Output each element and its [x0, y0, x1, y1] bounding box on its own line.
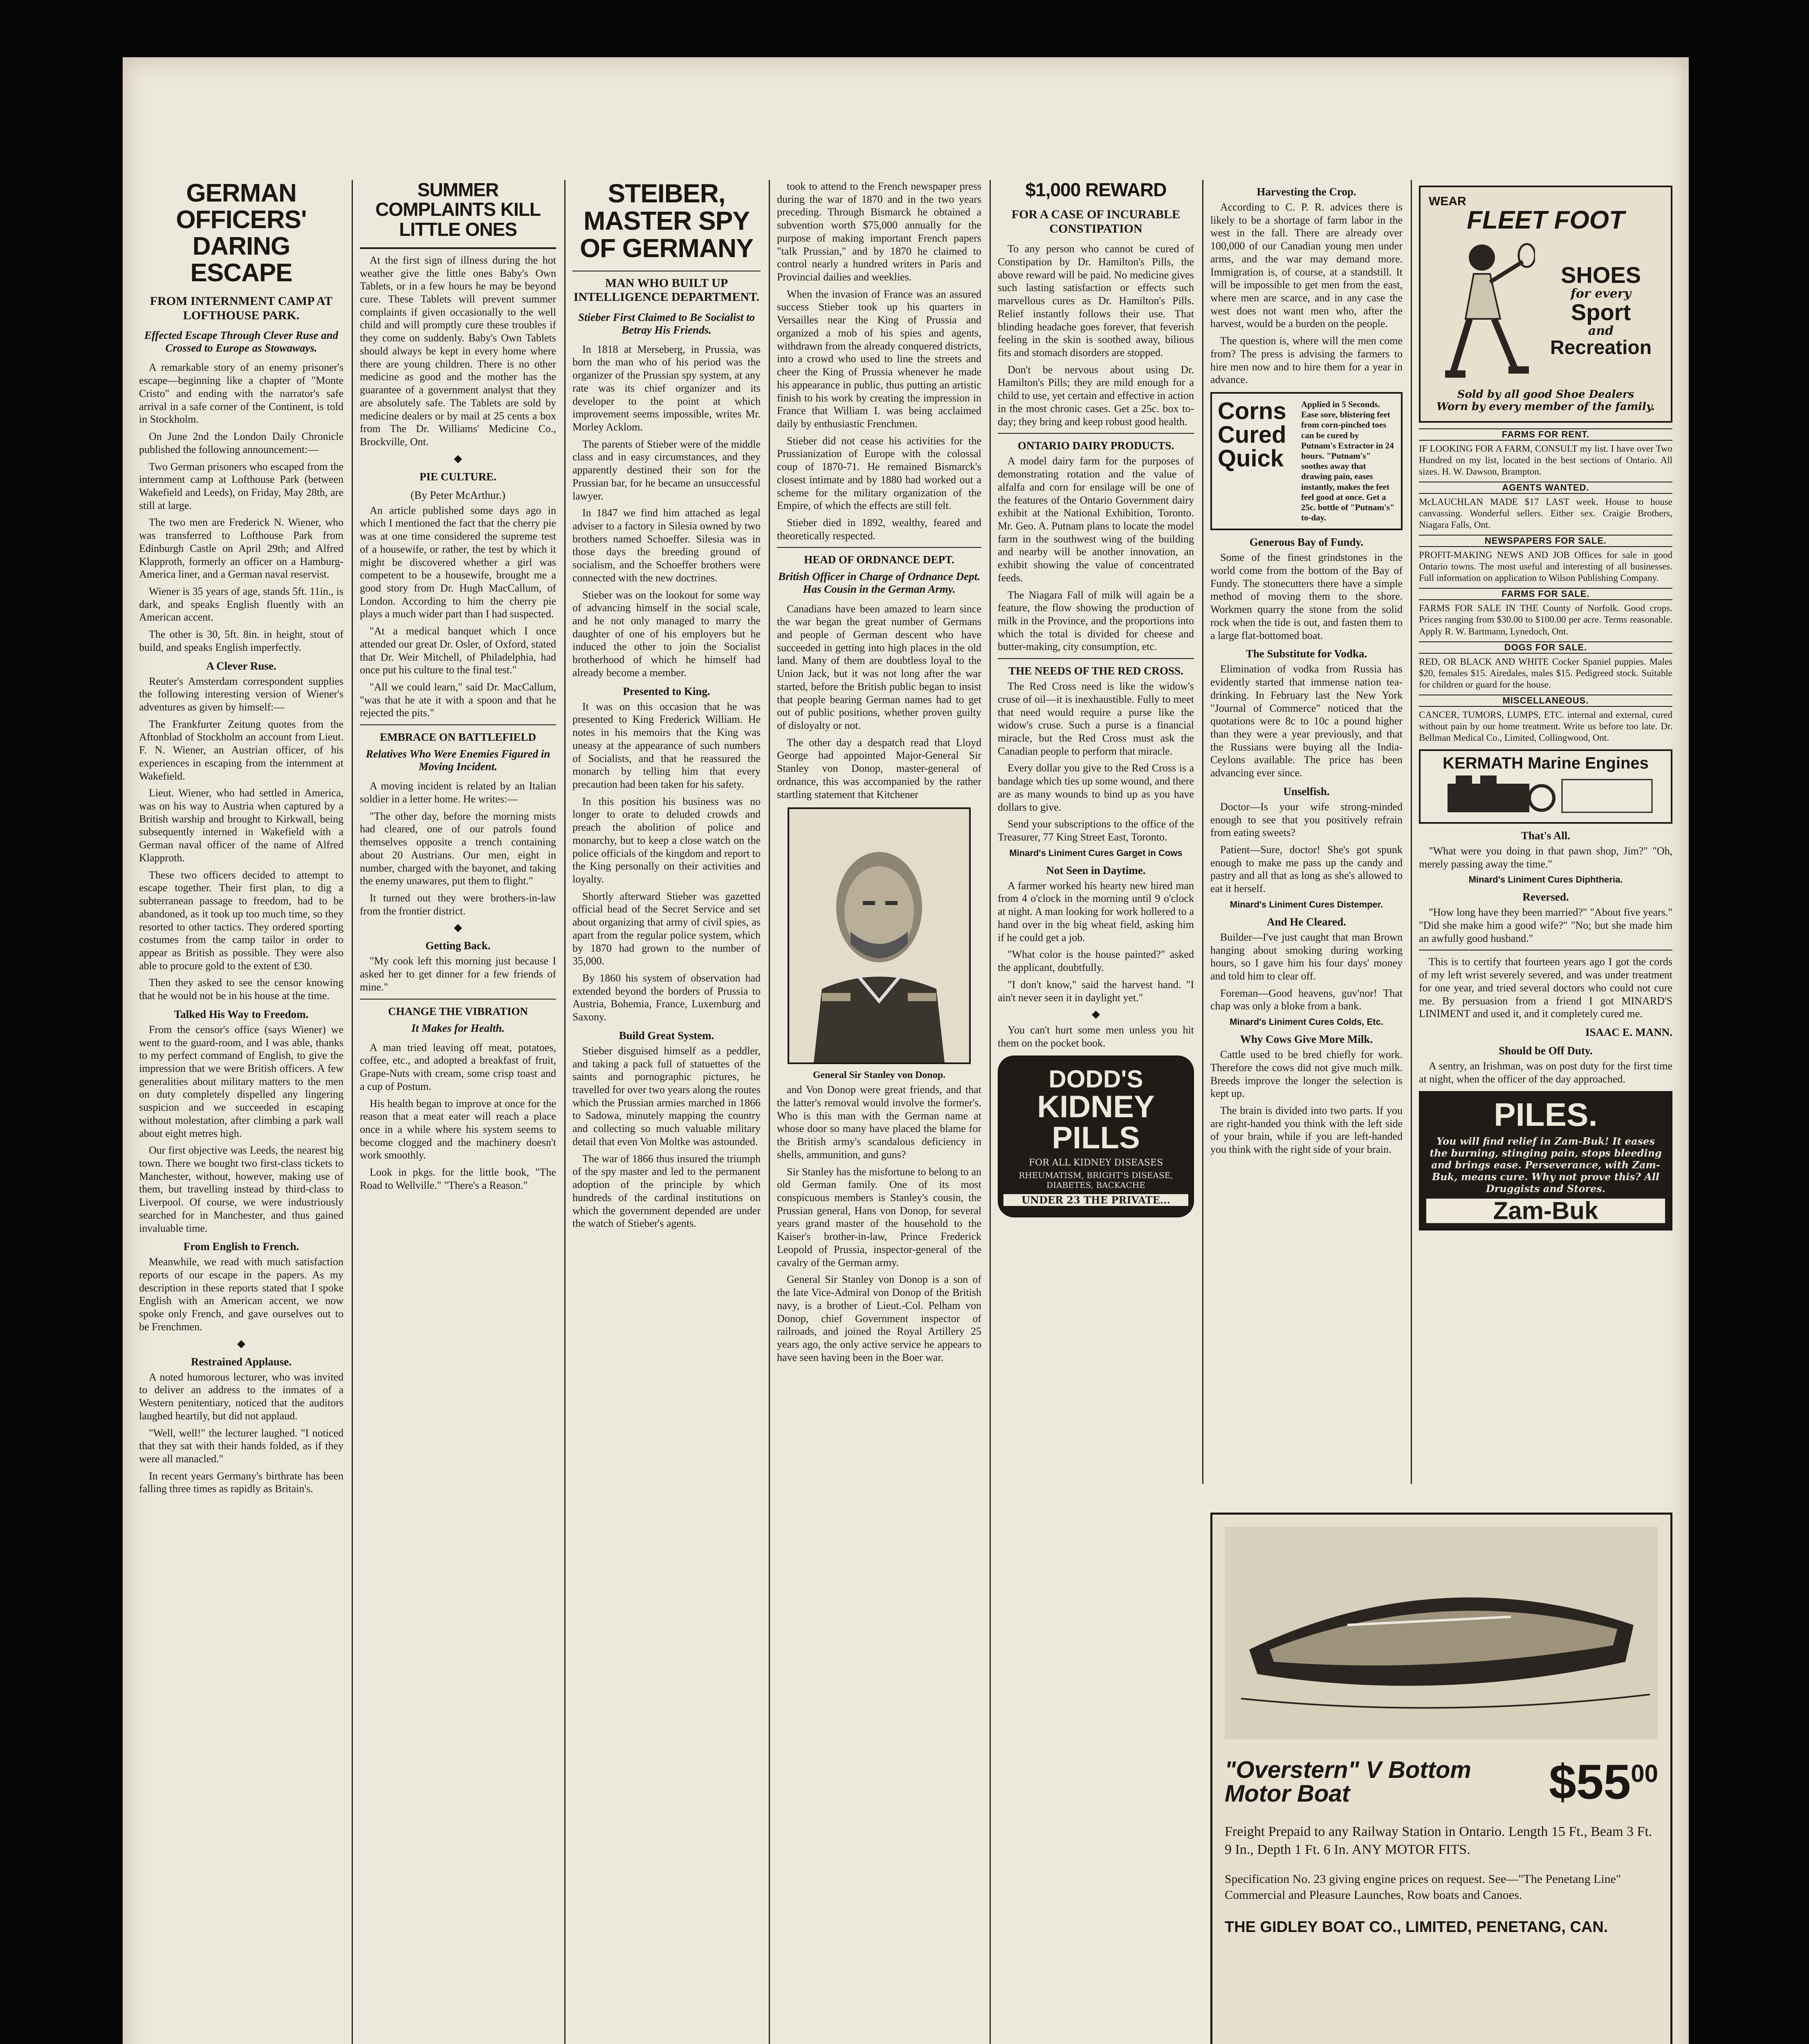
portrait-photo — [788, 807, 971, 1064]
deck: FROM INTERNMENT CAMP AT LOFTHOUSE PARK. — [150, 294, 333, 322]
separator: ◆ — [454, 921, 462, 934]
column-rule — [769, 180, 770, 2044]
column-2 — [360, 180, 556, 2044]
classified-ad: PROFIT-MAKING NEWS AND JOB Offices for sale in good Ontario towns. The most useful and interesting of all businesses. Full information on application to Wilson Publishing Company. — [1419, 550, 1672, 583]
divider — [998, 433, 1194, 434]
column-rule — [352, 180, 353, 2044]
subhead: EMBRACE ON BATTLEFIELD — [379, 731, 536, 744]
divider — [777, 547, 981, 548]
paragraph: An article published some days ago in which I mentioned the fact that the cherry pie was at one time considered the supreme test of a housewife, or rather, the test by which it might be discovered whether a girl was competent to be a housewife, brought me a good story from Dr. Hugh MacCallum, of London. According to him the cherry pie plays a much wider part than I had suspected. — [360, 504, 556, 620]
paragraph: Sir Stanley has the misfortune to belong to an old German family. One of its most conspicuous members is Stanley's cousin, the Prussian general, Hans von Donop, for several years grand master of the household to the Kaiser's brother-in-law, Prince Frederick Leopold of Prussia, inspector-general of the cavalry of the German army. — [777, 1165, 981, 1269]
paragraph: Doctor—Is your wife strong-minded enough to see that you positively refrain from eating sweets? — [1210, 800, 1403, 839]
headline: SUMMER COMPLAINTS KILL LITTLE ONES — [375, 180, 541, 240]
paragraph: "I don't know," said the harvest hand. "I ain't never seen it in daylight yet." — [998, 978, 1194, 1004]
classified-heading: FARMS FOR SALE. — [1419, 588, 1672, 600]
paragraph: When the invasion of France was an assured success Stieber took up his quarters in Versailles near the King of Prussia and organized a mob of his spies and agents, withdrawn from the already conquered districts, into a crowd who used to line the streets and cheer the King of Prussia whenever he made his appearance in public, thus putting an artistic finish to his work by creating the impression in France that William I. was being acclaimed daily by enthusiastic Frenchmen. — [777, 288, 981, 430]
subhead: Harvesting the Crop. — [1257, 186, 1356, 198]
subhead: The Substitute for Vodka. — [1246, 648, 1367, 660]
subhead: Presented to King. — [623, 685, 710, 697]
pill-brand: DODD'S — [1048, 1065, 1143, 1093]
subhead: Build Great System. — [619, 1029, 714, 1042]
paragraph: The two men are Frederick N. Wiener, who was transferred to Lofthouse Park from Edinburgh Castle on April 29th; and Alfred Klapproth, formerly an officer on a Hamburg-America liner, and a German naval reservist. — [139, 516, 343, 580]
subdeck: Effected Escape Through Clever Ruse and Crossed to Europe as Stowaways. — [144, 329, 339, 354]
paragraph: You can't hurt some men unless you hit them on the pocket book. — [998, 1024, 1194, 1049]
subhead: Reversed. — [1522, 891, 1569, 903]
classified-heading: DOGS FOR SALE. — [1419, 641, 1672, 654]
tennis-player-illustration — [1429, 237, 1535, 384]
subhead: ONTARIO DAIRY PRODUCTS. — [1017, 439, 1174, 452]
separator: ◆ — [237, 1337, 245, 1350]
divider — [998, 658, 1194, 659]
paragraph: General Sir Stanley von Donop is a son of the late Vice-Admiral von Donop of the British navy, is a brother of Lieut.-Col. Pelham von Donop, chief Government inspector of railroads, and joined the Royal Artillery 25 years ago, the only active service he appears to have seen having been in the Boer war. — [777, 1273, 981, 1363]
paragraph: Our first objective was Leeds, the nearest big town. There we bought two first-class tickets to Manchester, without, however, making use of them, but travelling instead by third-class to Liverpool. Of course, we were industriously searched for in Manchester, and thus gained invaluable time. — [139, 1144, 343, 1234]
newspaper-page — [123, 57, 1689, 2044]
ff-wear: WEAR — [1429, 195, 1466, 208]
corns-word: Cured — [1218, 421, 1286, 448]
paragraph: In 1818 at Merseberg, in Prussia, was born the man who of his period was the organizer of the Prussian spy system, at any rate was its chief organizer and its developer to the point at which improvement seems impossible, writes Mr. Morley Acklom. — [572, 343, 761, 433]
paragraph: Stieber disguised himself as a peddler, and taking a pack full of statuettes of the saints and pornographic pictures, he travelled for over two years along the routes which the Prussian armies marched in 1866 to Sadowa, minutely mapping the country and collecting so much valuable military detail that even Von Moltke was astounded. — [572, 1044, 761, 1148]
paragraph: Meanwhile, we read with much satisfaction reports of our escape in the papers. As my description in these reports stated that I spoke English with an American accent, we now spoke only French, and gave ourselves out to be Frenchmen. — [139, 1256, 343, 1333]
paragraph: Don't be nervous about using Dr. Hamilton's Pills; they are mild enough for a child to use, yet certain and effective in action in the most chronic cases. Get a 25c. box to-day; they bring and keep robust good health. — [998, 363, 1194, 428]
paragraph: Two German prisoners who escaped from the internment camp at Lofthouse Park (between Wakefield and Leeds), on Friday, May 28th, are still at large. — [139, 460, 343, 511]
subhead: Getting Back. — [425, 939, 491, 952]
signature: ISAAC E. MANN. — [1585, 1026, 1672, 1039]
paragraph: Cattle used to be bred chiefly for work. Therefore the cows did not give much milk. Breeds improve the longer the selection is kept up. — [1210, 1049, 1403, 1100]
column-rule — [1411, 180, 1412, 1484]
column-5 — [998, 180, 1194, 2044]
column-4 — [777, 180, 981, 2044]
boat-company: THE GIDLEY BOAT CO., LIMITED, PENETANG, CAN. — [1225, 1918, 1608, 1936]
divider — [360, 247, 556, 249]
minards-ad: Minard's Liniment Cures Garget in Cows — [1009, 847, 1183, 858]
paragraph: Stieber was on the lookout for some way of advancing himself in the social scale, and he not only managed to marry the daughter of one of his employers but he induced the other to join the Socialist brotherhood of which he himself had already become a member. — [572, 589, 761, 679]
boat-price-cents: 00 — [1631, 1760, 1658, 1787]
minards-ad: Minard's Liniment Cures Colds, Etc. — [1230, 1017, 1383, 1027]
column-3 — [572, 180, 761, 2044]
subhead: CHANGE THE VIBRATION — [388, 1005, 528, 1018]
paragraph: A moving incident is related by an Italian soldier in a letter home. He writes:— — [360, 780, 556, 805]
paragraph: The war of 1866 thus insured the triumph of the spy master and led to the permanent adoption of the principle by which hundreds of the cardinal institutions on which the government depended are under the watch of Stieber's agents. — [572, 1152, 761, 1230]
paragraph: Canadians have been amazed to learn since the war began the great number of Germans and people of German descent who have succeeded in getting into high places in the old land. Many of them are doubtless loyal to the Union Jack, but it was not long after the war started, before the British public began to insist that people bearing German names had to get out of public positions, whether proven guilty of disloyalty or not. — [777, 603, 981, 731]
corns-word: Corns — [1218, 398, 1286, 425]
paragraph: "My cook left this morning just because I asked her to get dinner for a few friends of mine." — [360, 955, 556, 993]
paragraph: Shortly afterward Stieber was gazetted official head of the Secret Service and set about organizing that army of civil spies, as apart from the regular police system, which by 1870 had grown to the number of 35,000. — [572, 890, 761, 967]
paragraph: Builder—I've just caught that man Brown hanging about smoking during working hours, so I gave him his four days' money and told him to clear off. — [1210, 931, 1403, 982]
ff-sold: Sold by all good Shoe Dealers — [1457, 388, 1634, 401]
kermath-engines-ad — [1419, 749, 1672, 824]
paragraph: A remarkable story of an enemy prisoner's escape—beginning like a chapter of "Monte Cristo" and ending with the narrator's safe arrival in a safe corner of the Continent, is told in Stockholm. — [139, 361, 343, 426]
divider — [360, 724, 556, 725]
deck: FOR A CASE OF INCURABLE CONSTIPATION — [1011, 208, 1181, 235]
column-rule — [1202, 180, 1203, 1484]
byline: (By Peter McArthur.) — [411, 489, 505, 501]
column-7 — [1419, 180, 1672, 1468]
motor-boat-illustration — [1225, 1527, 1658, 1739]
paragraph: A model dairy farm for the purposes of demonstrating rotation and the value of alfalfa and corn for ensilage will be one of the features of the Ontario Government dairy exhibit at the National Exhibition, Toronto. Mr. Geo. A. Putnam plans to locate the model farm in the southwest wing of the building and nearby will be another innovation, an exhibit showing the value of concentrated feeds. — [998, 455, 1194, 584]
subdeck: Relatives Who Were Enemies Figured in Moving Incident. — [366, 748, 550, 773]
subhead: THE NEEDS OF THE RED CROSS. — [1008, 665, 1183, 677]
ff-line: for every — [1570, 287, 1631, 301]
paragraph: A farmer worked his hearty new hired man from 4 o'clock in the morning until 9 o'clock at night. A man looking for work hollered to a hand over in the big wheat field, asking him if he could get a job. — [998, 879, 1194, 944]
classified-ad: FARMS FOR SALE IN THE County of Norfolk. Good crops. Prices ranging from $30.00 to $100.00 per acre. Terms reasonable. Apply R. W. Bartmann, Lynedoch, Ont. — [1419, 603, 1672, 637]
subhead: Should be Off Duty. — [1499, 1044, 1593, 1057]
paragraph: "Well, well!" the lecturer laughed. "I noticed that they sat with their hands folded, as if they were all manacled." — [139, 1427, 343, 1465]
paragraph: Lieut. Wiener, who had settled in America, was on his way to Austria when captured by a British warship and brought to Kirkwall, being subsequently interned in Wakefield with a German naval officer of the name of Alfred Klapproth. — [139, 787, 343, 864]
paragraph: Patient—Sure, doctor! She's got spunk enough to make me pass up the candy and pastry and all that as long as she's allowed to eat it herself. — [1210, 843, 1403, 895]
kermath-title: KERMATH Marine Engines — [1443, 754, 1649, 772]
paragraph: Every dollar you give to the Red Cross is a bandage which ties up some wound, and there are as many wounds to bind up as you have dollars to give. — [998, 762, 1194, 813]
paragraph: Reuter's Amsterdam correspondent supplies the following interesting version of Wiener's adventures as given by himself:— — [139, 675, 343, 713]
subdeck: Stieber First Claimed to Be Socialist to Betray His Friends. — [578, 311, 755, 336]
pill-brand: PILLS — [1052, 1120, 1140, 1155]
corns-word: Quick — [1218, 445, 1284, 472]
deck: MAN WHO BUILT UP INTELLIGENCE DEPARTMENT. — [573, 276, 760, 304]
paragraph: By 1860 his system of observation had extended beyond the borders of Prussia to Austria, Bohemia, France, Luxemburg and Saxony. — [572, 972, 761, 1023]
paragraph: "At a medical banquet which I once attended our great Dr. Osler, of Oxford, stated that Dr. Weir Mitchell, of Philadelphia, had once put his culture to the final test." — [360, 625, 556, 676]
paragraph: At the first sign of illness during the hot weather give the little ones Baby's Own Tablets, or in a few hours he may be beyond cure. These Tablets will prevent summer complaints if given occasionally to the well child and will promptly cure these troubles if they come on suddenly. Baby's Own Tablets should always be kept in every home where there are young children. There is no other medicine as good and the mother has the guarantee of a government analyst that they are absolutely safe. The Tablets are sold by medicine dealers or by mail at 25 cents a box from The Dr. Williams' Medicine Co., Brockville, Ont. — [360, 254, 556, 448]
subhead: Restrained Applause. — [191, 1355, 292, 1368]
subhead: That's All. — [1521, 829, 1571, 842]
paragraph: The question is, where will the men come from? The press is advising the farmers to hire men now and to hire them for a year in advance. — [1210, 335, 1403, 386]
piles-text: You will find relief in Zam-Buk! It eases the burning, stinging pain, stops bleeding and brings ease. Perseverance, with Zam-Buk, means cure. Why not prove this? All Druggists and Stores. — [1430, 1135, 1662, 1195]
paragraph: The Niagara Fall of milk will again be a feature, the flow showing the production of milk in the Province, and the proportions into which the total is divided for cheese and butter-making, city consumption, etc. — [998, 589, 1194, 653]
headline: $1,000 REWARD — [1025, 180, 1167, 200]
paragraph: The Red Cross need is like the widow's cruse of oil—it is inexhaustible. Fully to meet that need would require a purse like the widow's cruse. Such a purse is a financial miracle, but the Red Cross must ask the Canadian people to perform that miracle. — [998, 680, 1194, 757]
separator: ◆ — [1092, 1008, 1100, 1021]
classified-ad: IF LOOKING FOR A FARM, CONSULT my list. I have over Two Hundred on my list, located in the best sections of Ontario. All sizes. H. W. Dawson, Brampton. — [1419, 444, 1672, 477]
classified-heading: MISCELLANEOUS. — [1419, 695, 1672, 707]
subhead: Why Cows Give More Milk. — [1240, 1033, 1373, 1046]
paragraph: took to attend to the French newspaper press during the war of 1870 and in the two years preceding. Through Bismarck he obtained a subvention worth $75,000 annually for the purpose of making important French papers "talk Prussian," and by 1870 he claimed to control nearly a hundred writers in Paris and Provincial dailies and weeklies. — [777, 180, 981, 283]
paragraph: It was on this occasion that he was presented to King Frederick William. He notes in his memoirs that the King was uneasy at the appearance of such numbers of Socialists, and that he reassured the monarch by telling him that every precaution had been taken for his safety. — [572, 700, 761, 790]
paragraph: From the censor's office (says Wiener) we went to the guard-room, and I was able, thanks to my perfect command of English, to give the impression that we were British officers. A few generalities about military matters to the men on duty completely dispelled any lingering suspicion and we succeeded in escaping without molestation, after climbing a park wall about eight metres high. — [139, 1023, 343, 1139]
paragraph: In 1847 we find him attached as legal adviser to a factory in Silesia owned by two brothers named Schoeffer. Silesia was in those days the breeding ground of socialism, and the Schoeffer brothers were connected with the new doctrines. — [572, 507, 761, 584]
classified-ad: McLAUCHLAN MADE $17 LAST week. House to house canvassing. Wonderful sellers. Either sex. Craigie Brothers, Niagara Falls, Ont. — [1419, 497, 1672, 530]
paragraph: Foreman—Good heavens, guv'nor! That chap was only a bloke from a bank. — [1210, 987, 1403, 1012]
paragraph: Stieber died in 1892, wealthy, feared and theoretically respected. — [777, 516, 981, 542]
paragraph: The other is 30, 5ft. 8in. in height, stout of build, and speaks English imperfectly. — [139, 628, 343, 653]
corns-cured-ad — [1210, 392, 1403, 530]
subhead: Unselfish. — [1283, 785, 1330, 798]
subdeck: It Makes for Health. — [411, 1022, 505, 1034]
paragraph: Then they asked to see the censor knowing that he would not be in his house at the time. — [139, 977, 343, 1002]
boat-price — [1549, 1755, 1658, 1809]
paragraph: The brain is divided into two parts. If you are right-handed you think with the left side of your brain, while if you are left-handed you think with the right side of your brain. — [1210, 1105, 1403, 1156]
paragraph: A sentry, an Irishman, was on post duty for the first time at night, when the officer of the day approached. — [1419, 1060, 1672, 1085]
pill-band-text: UNDER 23 THE PRIVATE... — [1003, 1194, 1188, 1206]
column-6 — [1210, 180, 1403, 1468]
paragraph: The parents of Stieber were of the middle class and in easy circumstances, and they apparently destined their son for the Prussian bar, for he became an unsuccessful lawyer. — [572, 438, 761, 502]
ff-line: Sport — [1571, 299, 1631, 325]
paragraph: Elimination of vodka from Russia has evidently started that immense nation tea-drinking. In February last the New York "Journal of Commerce" noticed that the quotations were 8c to 10c a pound higher than they were a year previously, and that the Russians were buying all the India-Ceylons available. The price has been advancing ever since. — [1210, 663, 1403, 779]
engine-illustration — [1431, 771, 1660, 816]
column-rule — [564, 180, 566, 2044]
pill-arc-text: FOR ALL KIDNEY DISEASES — [1028, 1157, 1163, 1168]
dodds-kidney-pills-ad — [998, 1056, 1194, 1217]
paragraph: His health began to improve at once for the reason that a meat eater will reach a place once in a while where his system seems to become clogged and the machinery doesn't work smoothly. — [360, 1097, 556, 1161]
corns-text: Applied in 5 Seconds. Ease sore, blistering feet from corn-pinched toes can be cured by Putnam's Extractor in 24 hours. "Putnam's" soothes away that drawing pain, eases instantly, makes the feet feel good at once. Get a 25c. bottle of "Putnam's" to-day. — [1301, 399, 1395, 523]
boat-spec: Specification No. 23 giving engine prices on request. See—"The Penetang Line" Commercial and Pleasure Launches, Row boats and Canoes. — [1225, 1872, 1621, 1902]
classified-ad: RED, OR BLACK AND WHITE Cocker Spaniel puppies. Males $20, females $15. Airedales, males $15. Pedigreed stock. Suitable for children or guard for the house. — [1419, 656, 1672, 690]
pill-brand: KIDNEY — [1037, 1089, 1155, 1124]
column-rule — [990, 180, 991, 2044]
paragraph: Some of the finest grindstones in the world come from the bottom of the Bay of Fundy. The stonecutters there have a simple method of moving them to the shore. Workmen quarry the stone from the solid rock when the tide is out, and fasten them to a large flat-bottomed boat. — [1210, 551, 1403, 641]
ff-worn: Worn by every member of the family. — [1436, 401, 1655, 413]
paragraph: Stieber did not cease his activities for the Prussianization of Europe with the colossal coup of 1870-71. He remained Bismarck's closest intimate and by 1880 had worked out a scheme for the military organization of the Empire, of which the effects are still felt. — [777, 435, 981, 512]
divider — [360, 999, 556, 1000]
classified-heading: AGENTS WANTED. — [1419, 482, 1672, 494]
paragraph: A man tried leaving off meat, potatoes, coffee, etc., and adopted a breakfast of fruit, Grape-Nuts with cream, some crisp toast and a cup of Postum. — [360, 1041, 556, 1092]
paragraph: According to C. P. R. advices there is likely to be a shortage of farm labor in the west in the fall. There are already over 100,000 of our Canadian young men under arms, and the war may demand more. Immigration is, of course, at a standstill. It will be impossible to get men from the east, where men are scarce, and in any case the west does not want men who, after the harvest, would be a burden on the people. — [1210, 201, 1403, 330]
fleet-foot-shoes-ad — [1419, 186, 1672, 423]
zam-buk-piles-ad — [1419, 1091, 1672, 1230]
paragraph: A noted humorous lecturer, who was invited to deliver an address to the inmates of a Western penitentiary, noticed that the auditors laughed heartily, but did not applaud. — [139, 1371, 343, 1422]
paragraph: On June 2nd the London Daily Chronicle published the following announcement:— — [139, 430, 343, 455]
boat-price-value: $55 — [1549, 1755, 1631, 1809]
zam-buk-logo: Zam-Buk — [1426, 1199, 1665, 1223]
paragraph: To any person who cannot be cured of Constipation by Dr. Hamilton's Pills, the above reward will be paid. No medicine gives such lasting satisfaction or effects such marvellous cures as Dr. Hamilton's Pills. Relief instantly follows their use. That blinding headache goes forever, that feverish feeling in the skin is soothed away, bilious fits and stomach disorders are stopped. — [998, 243, 1194, 359]
ff-line: SHOES — [1560, 262, 1641, 288]
paragraph: "All we could learn," said Dr. MacCallum, "was that he ate it with a spoon and that he rejected the pits." — [360, 681, 556, 719]
gidley-boat-ad — [1210, 1513, 1672, 2044]
minards-ad: Minard's Liniment Cures Distemper. — [1230, 899, 1383, 910]
paragraph: "What were you doing in that pawn shop, Jim?" "Oh, merely passing away the time." — [1419, 845, 1672, 870]
paragraph: "What color is the house painted?" asked the applicant, doubtfully. — [998, 948, 1194, 974]
classified-heading: FARMS FOR RENT. — [1419, 428, 1672, 441]
paragraph: Look in pkgs. for the little book, "The Road to Wellville." "There's a Reason." — [360, 1166, 556, 1191]
photo-caption: General Sir Stanley von Donop. — [812, 1070, 946, 1081]
paragraph: Send your subscriptions to the office of the Treasurer, 77 King Street East, Toronto. — [998, 818, 1194, 843]
subhead: Talked His Way to Freedom. — [174, 1008, 309, 1020]
corns-heading — [1218, 399, 1295, 523]
subhead: Generous Bay of Fundy. — [1249, 536, 1364, 549]
subhead: Not Seen in Daytime. — [1046, 864, 1146, 876]
paragraph: In recent years Germany's birthrate has been falling three times as rapidly as Britain's. — [139, 1470, 343, 1495]
pill-mid-text: RHEUMATISM, BRIGHT'S DISEASE, DIABETES, BACKACHE — [1019, 1170, 1173, 1190]
boat-details: Freight Prepaid to any Railway Station in Ontario. Length 15 Ft., Beam 3 Ft. 9 In., Depth 1 Ft. 6 In. ANY MOTOR FITS. — [1225, 1824, 1652, 1858]
classified-heading: NEWSPAPERS FOR SALE. — [1419, 535, 1672, 547]
subdeck: British Officer in Charge of Ordnance Dept. Has Cousin in the German Army. — [778, 570, 980, 596]
classified-ad: CANCER, TUMORS, LUMPS, ETC. internal and external, cured without pain by our home treatment. Write us before too late. Dr. Bellman Medical Co., Limited, Collingwood, Ont. — [1419, 709, 1672, 743]
paragraph: The Frankfurter Zeitung quotes from the Aftonblad of Stockholm an account from Lieut. F. N. Wiener, an Austrian officer, of his experiences in escaping from the internment at Wakefield. — [139, 718, 343, 782]
subhead: A Clever Ruse. — [206, 659, 276, 672]
paragraph: The other day a despatch read that Lloyd George had appointed Major-General Sir Stanley von Donop, master-general of ordnance, this was accompanied by the rather startling statement that Kitchener — [777, 736, 981, 800]
portrait-illustration — [789, 809, 969, 1062]
minards-ad: Minard's Liniment Cures Diphtheria. — [1468, 874, 1623, 885]
subhead: And He Cleared. — [1267, 915, 1346, 928]
boat-name: "Overstern" V Bottom Motor Boat — [1225, 1757, 1471, 1807]
ff-brand: FLEET FOOT — [1467, 206, 1625, 234]
paragraph: "How long have they been married?" "About five years." "Did she make him a good wife?" "No; but she made him an awfully good husband." — [1419, 906, 1672, 944]
paragraph: It turned out they were brothers-in-law from the frontier district. — [360, 892, 556, 917]
subhead: From English to French. — [183, 1240, 299, 1253]
ff-line: and — [1588, 324, 1614, 338]
subhead: HEAD OF ORDNANCE DEPT. — [804, 554, 954, 566]
piles-title: PILES. — [1494, 1096, 1598, 1133]
column-1 — [139, 180, 343, 2044]
subhead: PIE CULTURE. — [419, 470, 497, 483]
paragraph: In this position his business was no longer to orate to deluded crowds and preach the abolition of police and monarchy, but to keep a close watch on the police officials of the kingdom and report to the King personally on their activities and loyalty. — [572, 795, 761, 885]
paragraph: "The other day, before the morning mists had cleared, one of our patrols found themselves opposite a trench containing about 20 Austrians. Our men, eight in number, charged with the bayonet, and taking the enemy unawares, put them to flight." — [360, 810, 556, 887]
headline: GERMAN OFFICERS' DARING ESCAPE — [176, 180, 307, 287]
paragraph: These two officers decided to attempt to escape together. Their first plan, to dig a subterranean passage to freedom, had to be abandoned, as it took up too much time, so they resorted to other tactics. They ordered sporting costumes from the camp tailor in order to appear as British as possible. They were also able to procure gold to the extent of £30. — [139, 869, 343, 972]
separator: ◆ — [454, 452, 462, 465]
paragraph: Wiener is 35 years of age, stands 5ft. 11in., is dark, and speaks English fluently with an American accent. — [139, 585, 343, 623]
paragraph: This is to certify that fourteen years ago I got the cords of my left wrist severely severed, and was under treatment for one year, and tried several doctors who could not cure me. By persuasion from a friend I got MINARD'S LINIMENT and used it, and it completely cured me. — [1419, 956, 1672, 1020]
ff-line: Recreation — [1550, 337, 1652, 359]
headline: STEIBER, MASTER SPY OF GERMANY — [580, 180, 753, 263]
paragraph: and Von Donop were great friends, and that the latter's removal would involve the former's. Who is this man with the German name at whose door so many have placed the blame for the British army's scandalous deficiency in shells, ammunition, and guns? — [777, 1084, 981, 1161]
